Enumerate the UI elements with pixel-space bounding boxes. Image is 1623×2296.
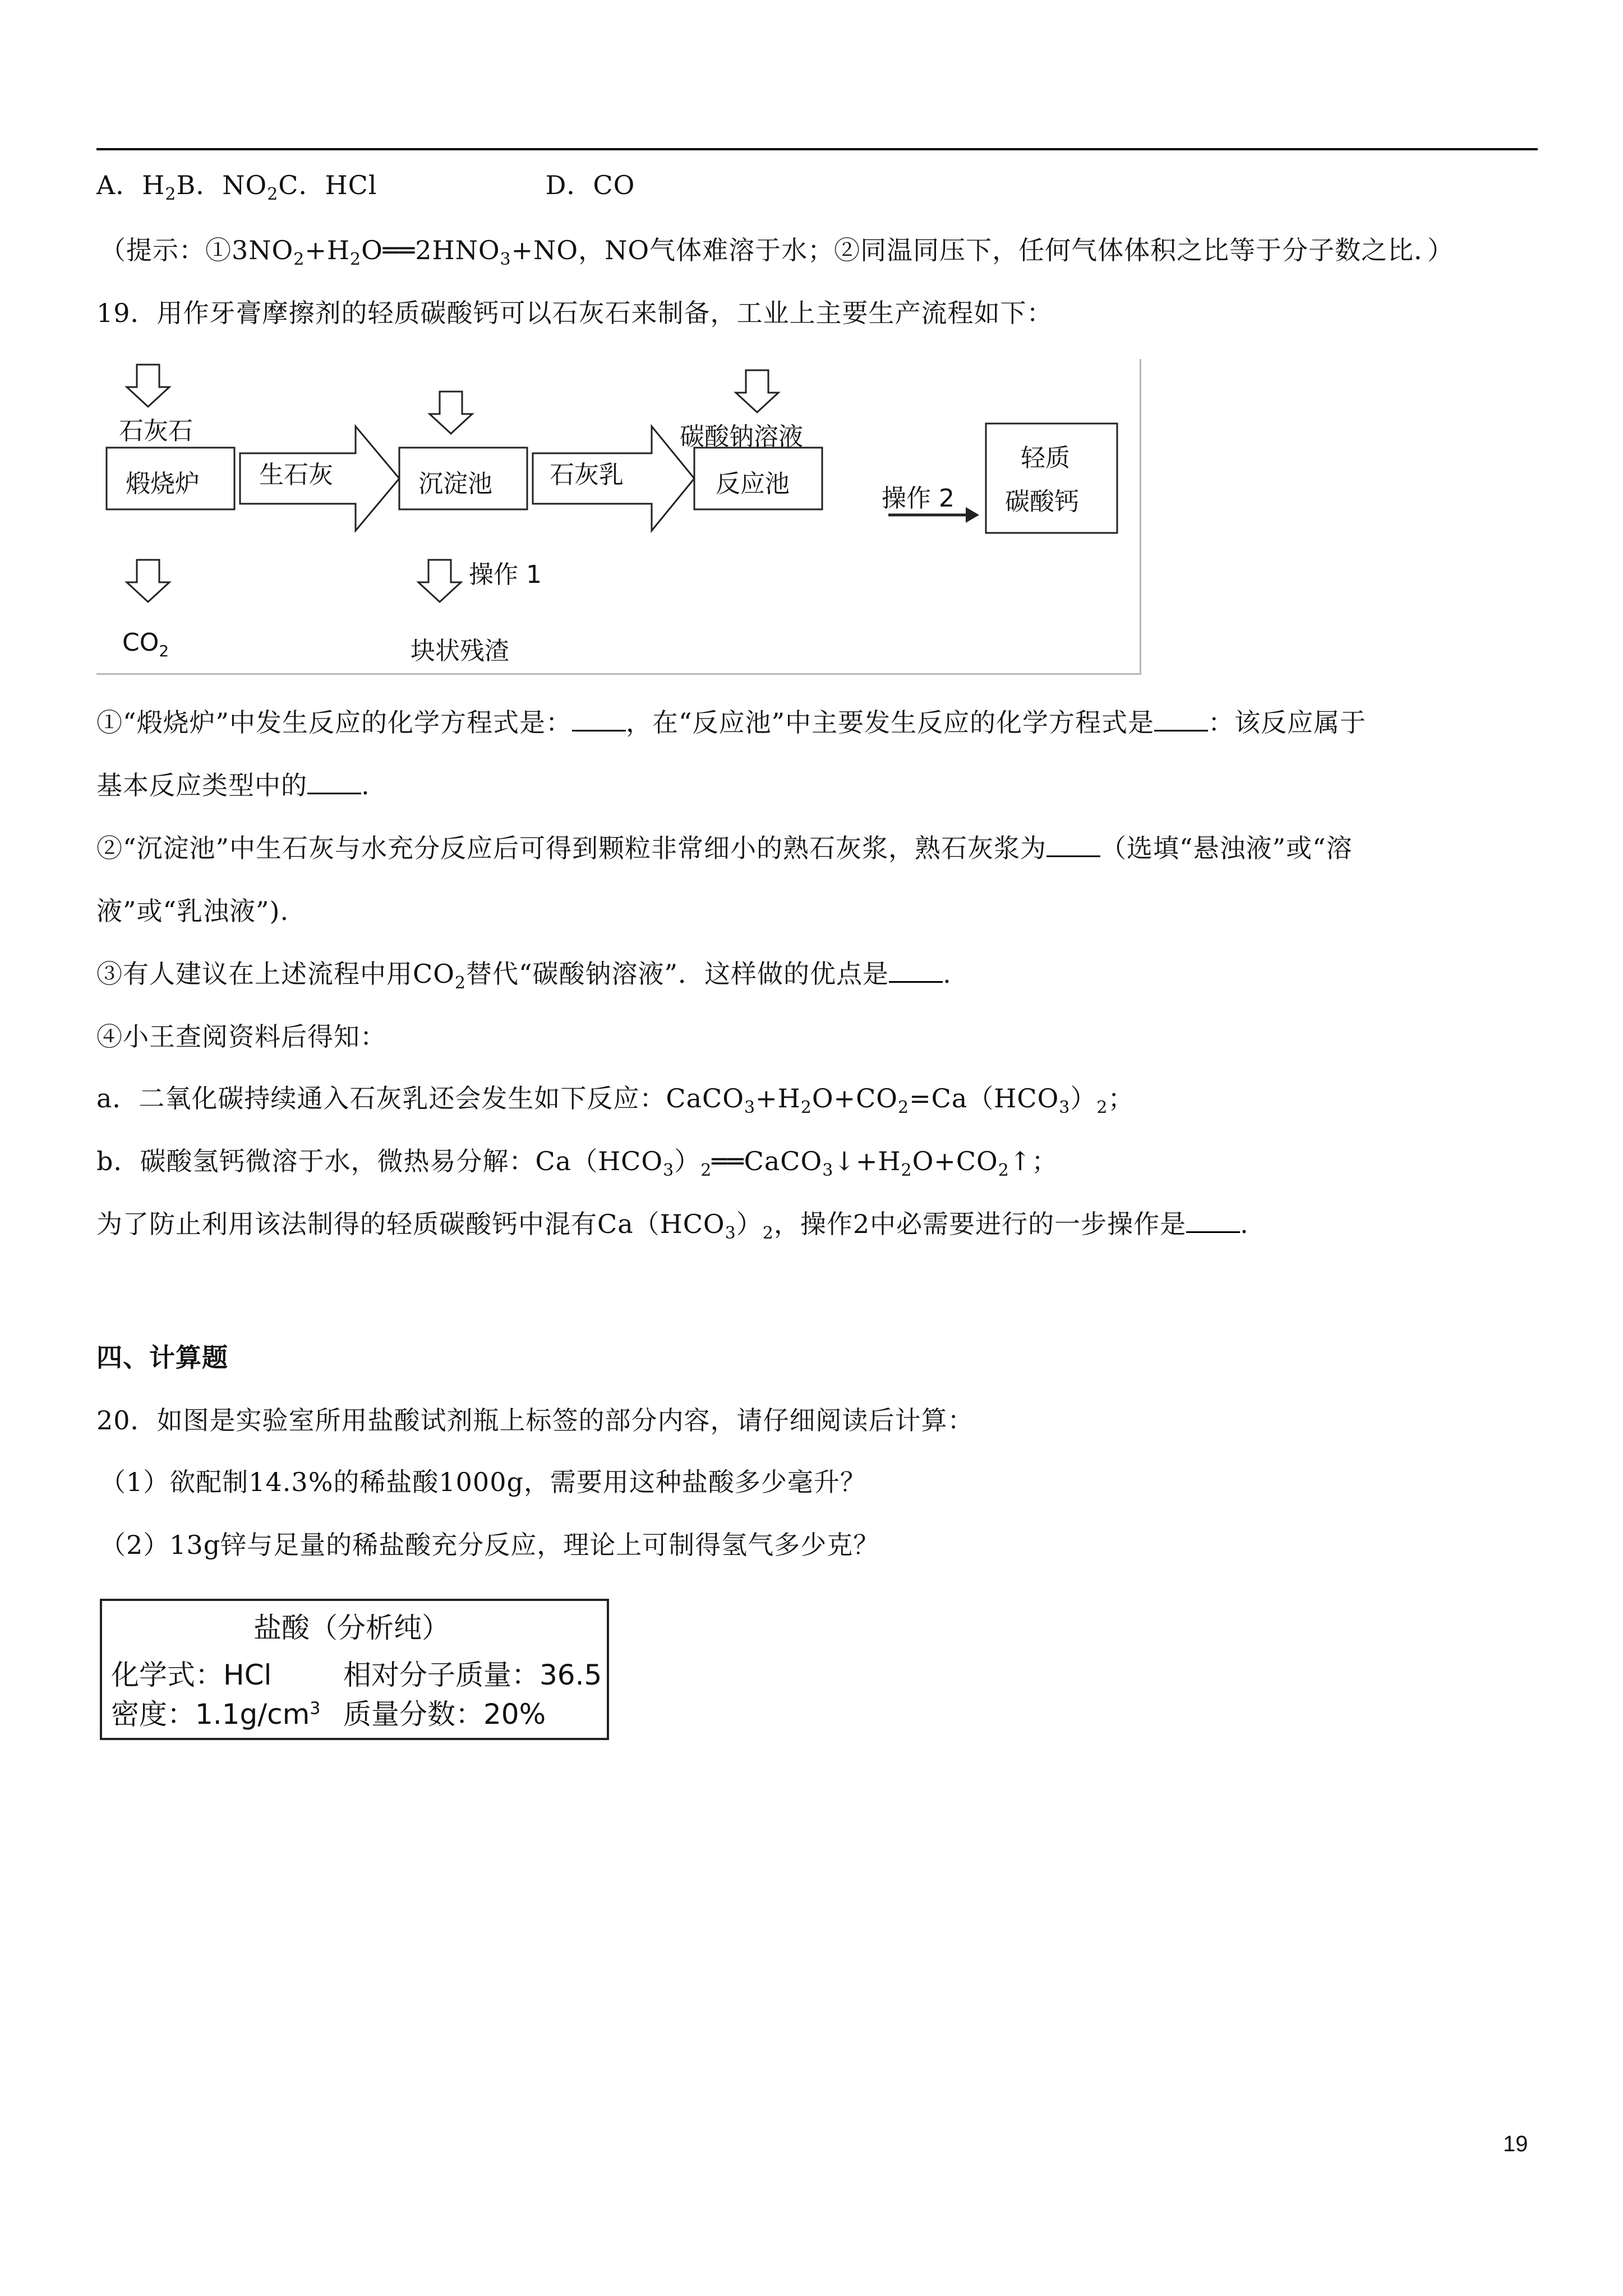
q19-part2: ②“沉淀池”中生石灰与水充分反应后可得到颗粒非常细小的熟石灰浆，熟石灰浆为 （选填“悬浊液”或“溶 xyxy=(96,833,1353,863)
reagent-label xyxy=(100,1599,609,1740)
answer-blank[interactable] xyxy=(307,770,361,794)
arrow-co2-output xyxy=(127,560,169,602)
label-kiln: 煅烧炉 xyxy=(126,470,200,498)
arrow-sodium-carbonate-input xyxy=(736,370,778,412)
option-d: D．CO xyxy=(545,170,635,200)
label-operation2: 操作 2 xyxy=(882,484,955,513)
hint-line: （提示：$①3NO_2+H_2O══2HNO_3+NO$，NO气体难溶于水；②同温同压下，任何气体体积之比等于分子数之比．） xyxy=(100,235,1454,270)
process-flow-diagram xyxy=(96,359,1141,675)
q19-part1: ①“煅烧炉”中发生反应的化学方程式是： ，在“反应池”中主要发生反应的化学方程式是 ：该反应属于 xyxy=(96,707,1367,738)
answer-blank[interactable] xyxy=(1186,1209,1240,1233)
label-settling-tank: 沉淀池 xyxy=(418,470,492,498)
q20-stem: 20．如图是实验室所用盐酸试剂瓶上标签的部分内容，请仔细阅读后计算： xyxy=(96,1405,974,1435)
q19-part2-cont: 液”或“乳浊液”). xyxy=(96,896,289,926)
q20-sub1: （1）欲配制14.3%的稀盐酸1000g，需要用这种盐酸多少毫升？ xyxy=(100,1467,866,1497)
label-sodium-carbonate: 碳酸钠溶液 xyxy=(680,422,803,451)
q20-sub2: （2）13g锌与足量的稀盐酸充分反应，理论上可制得氢气多少克？ xyxy=(100,1530,880,1560)
section-heading: 四、计算题 xyxy=(96,1342,228,1373)
option-a: A．$H_2$ xyxy=(96,170,177,205)
option-c: C．HCl xyxy=(278,170,377,200)
q19-part1-cont: 基本反应类型中的 . xyxy=(96,770,370,800)
page-number: 19 xyxy=(1503,2132,1528,2156)
label-co2: $CO_2$ xyxy=(122,628,169,660)
label-product-line2: 碳酸钙 xyxy=(1005,487,1079,516)
option-b: B．$NO_2$ xyxy=(176,170,279,205)
arrow-settling-input xyxy=(430,392,472,434)
label-density: 密度：$1.1g/cm^3$ xyxy=(111,1698,321,1731)
answer-blank[interactable] xyxy=(1046,833,1100,857)
label-residue: 块状残渣 xyxy=(411,637,509,665)
label-title: 盐酸（分析纯） xyxy=(253,1612,450,1644)
label-limestone: 石灰石 xyxy=(119,417,193,445)
label-operation1: 操作 1 xyxy=(469,560,542,589)
answer-blank[interactable] xyxy=(572,707,626,731)
q19-part4: ④小王查阅资料后得知： xyxy=(96,1022,386,1052)
q19-stem: 19．用作牙膏摩擦剂的轻质碳酸钙可以石灰石来制备，工业上主要生产流程如下： xyxy=(96,298,1053,328)
answer-blank[interactable] xyxy=(889,959,943,983)
header-rule xyxy=(96,148,1538,150)
label-quicklime: 生石灰 xyxy=(259,461,333,489)
label-product-line1: 轻质 xyxy=(1021,444,1070,472)
label-formula: 化学式：HCl xyxy=(111,1659,272,1691)
answer-options xyxy=(96,168,635,211)
label-mass-fraction: 质量分数：20% xyxy=(343,1698,546,1731)
q19-part3: ③有人建议在上述流程中用$CO_2$替代“碳酸钠溶液”．这样做的优点是 . xyxy=(96,959,952,993)
arrow-limestone-input xyxy=(127,365,169,407)
label-lime-milk: 石灰乳 xyxy=(550,461,624,489)
arrow-operation1 xyxy=(418,560,461,602)
q19-item-b: b．碳酸氢钙微溶于水，微热易分解：$Ca(HCO_3)_2══CaCO_3↓+H_2O+CO_2↑$； xyxy=(96,1146,1058,1181)
q19-final: 为了防止利用该法制得的轻质碳酸钙中混有$Ca(HCO_3)_2$，操作2中必需要进行的一步操作是 . xyxy=(96,1209,1249,1244)
label-molar-mass: 相对分子质量：36.5 xyxy=(343,1659,602,1691)
answer-blank[interactable] xyxy=(1154,707,1208,731)
label-reaction-tank: 反应池 xyxy=(716,470,790,498)
q19-item-a: a．二氧化碳持续通入石灰乳还会发生如下反应：$CaCO_3+H_2O+CO_2=Ca(HCO_3)_2$； xyxy=(96,1083,1135,1118)
